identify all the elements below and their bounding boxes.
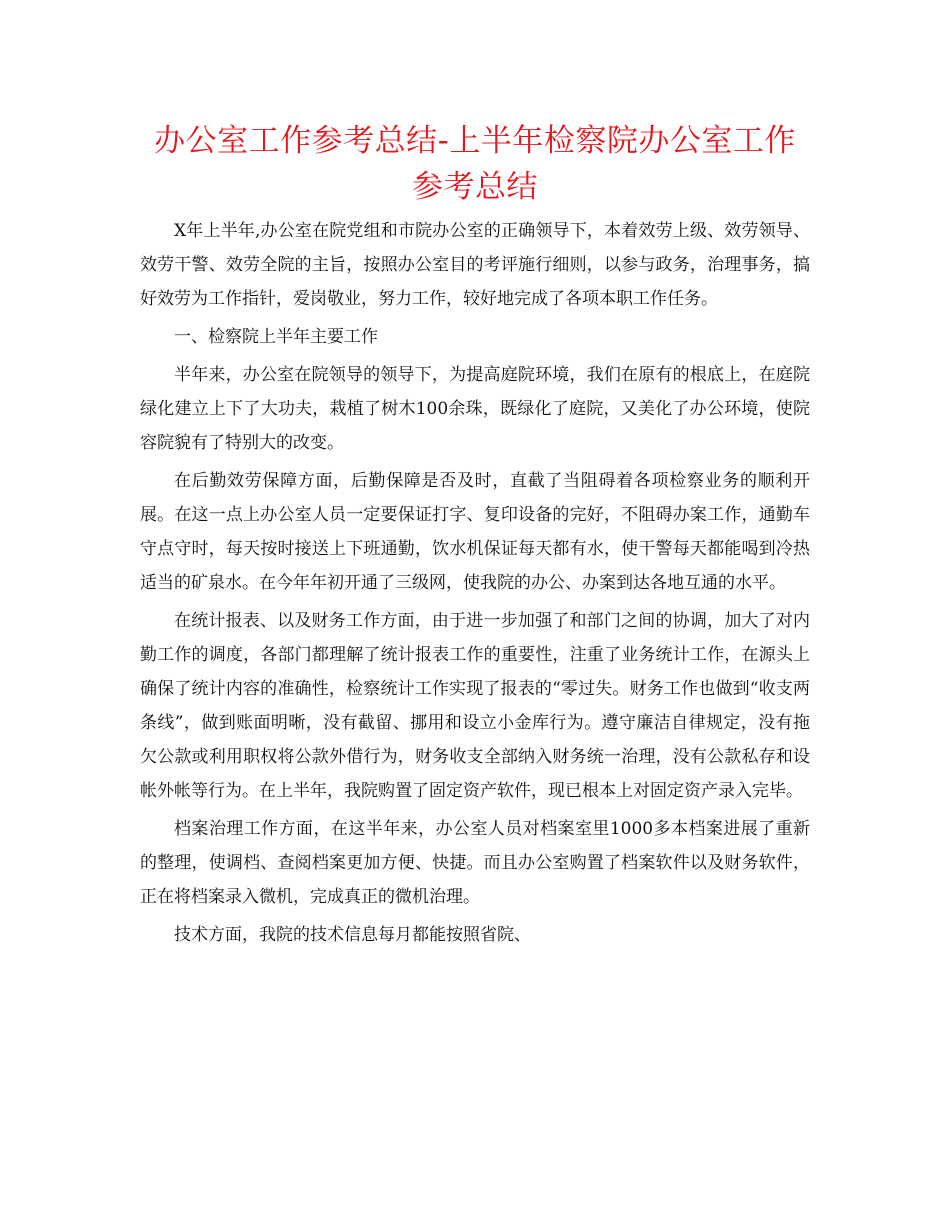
paragraph-logistics: 在后勤效劳保障方面，后勤保障是否及时，直截了当阻碍着各项检察业务的顺利开展。在这一点上办公室人员一定要保证打字、复印设备的完好，不阻碍办案工作，通勤车守点守时，每天按时接送上下班通勤，饮水机保证每天都有水，使干警每天都能喝到冷热适当的矿泉水。在今年年初开通了三级网，使我院的办公、办案到达各地互通的水平。 — [140, 471, 810, 593]
paragraph-greening: 半年来，办公室在院领导的领导下，为提高庭院环境，我们在原有的根底上，在庭院绿化建立上下了大功夫，栽植了树木100余珠，既绿化了庭院，又美化了办公环境，使院容院貌有了特别大的改变。 — [140, 365, 810, 453]
paragraph-statistics-finance: 在统计报表、以及财务工作方面，由于进一步加强了和部门之间的协调，加大了对内勤工作的调度，各部门都理解了统计报表工作的重要性，注重了业务统计工作，在源头上确保了统计内容的准确性，检察统计工作实现了报表的“零过失。财务工作也做到“收支两条线”，做到账面明晰，没有截留、挪用和设立小金库行为。遵守廉洁自律规定，没有拖欠公款或利用职权将公款外借行为，财务收支全部纳入财务统一治理，没有公款私存和设帐外帐等行为。在上半年，我院购置了固定资产软件，现已根本上对固定资产录入完毕。 — [140, 611, 810, 801]
document-title: 办公室工作参考总结-上半年检察院办公室工作参考总结 — [154, 123, 796, 205]
paragraph-archives: 档案治理工作方面，在这半年来，办公室人员对档案室里1000多本档案进展了重新的整理，使调档、查阅档案更加方便、快捷。而且办公室购置了档案软件以及财务软件，正在将档案录入微机，完成真正的微机治理。 — [140, 819, 810, 907]
paragraph-technology: 技术方面，我院的技术信息每月都能按照省院、 — [174, 925, 531, 945]
document-body — [140, 214, 810, 952]
section-heading: 一、检察院上半年主要工作 — [174, 327, 378, 347]
paragraph-intro: X年上半年,办公室在院党组和市院办公室的正确领导下，本着效劳上级、效劳领导、效劳干警、效劳全院的主旨，按照办公室目的考评施行细则，以参与政务，治理事务，搞好效劳为工作指针，爱岗敬业，努力工作，较好地完成了各项本职工作任务。 — [140, 221, 810, 309]
